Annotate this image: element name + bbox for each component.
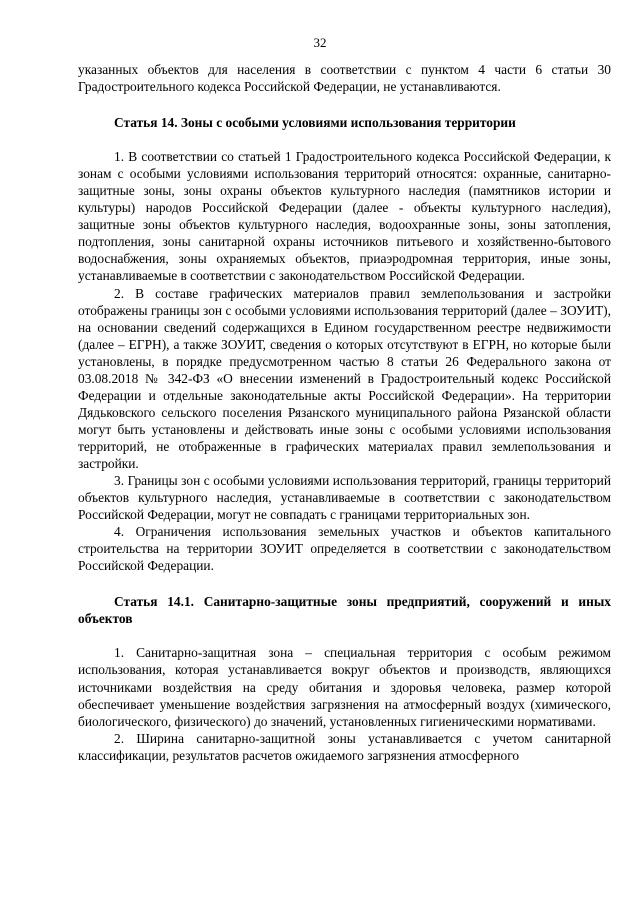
intro-paragraph: указанных объектов для населения в соответствии с пунктом 4 части 6 статьи 30 Градостроительного кодекса Российской Федерации, не устанавливаются. xyxy=(78,62,611,95)
article-14-paragraph-2: 2. В составе графических материалов правил землепользования и застройки отображены границы зон с особыми условиями использования территорий (далее – ЗОУИТ), на основании сведений содержащихся в Едином государственном реестре недвижимости (далее – ЕГРН), а также ЗОУИТ, сведения о которых отсутствуют в ЕГРН, но которые были установлены, в порядке предусмотренном частью 8 статьи 26 Федерального закона от 03.08.2018 № 342-ФЗ «О внесении изменений в Градостроительный кодекс Российской Федерации и отдельные законодательные акты Российской Федерации». На территории Дядьковского сельского поселения Рязанского муниципального района Рязанской области могут быть установлены и действовать иные зоны с особыми условиями использования территорий, не отображенные в графических материалах правил землепользования и застройки. xyxy=(78,285,611,471)
article-14-1-paragraph-1: 1. Санитарно-защитная зона – специальная территория с особым режимом использования, которая устанавливается вокруг объектов и производств, являющихся источниками воздействия на среду обитания и здоровья человека, размер которой обеспечивает уменьшение воздействия загрязнения на атмосферный воздух (химического, биологического, физического) до значений, установленных гигиеническими нормативами. xyxy=(78,645,611,729)
document-body xyxy=(78,61,611,764)
page-number: 32 xyxy=(313,35,327,50)
article-14-paragraph-4: 4. Ограничения использования земельных участков и объектов капитального строительства на территории ЗОУИТ определяется в соответствии с законодательством Российской Федерации. xyxy=(78,524,611,574)
article-14-paragraph-3: 3. Границы зон с особыми условиями использования территорий, границы территорий объектов культурного наследия, устанавливаемые в соответствии с законодательством Российской Федерации, могут не совпадать с границами территориальных зон. xyxy=(78,473,611,523)
article-14-1-paragraph-2: 2. Ширина санитарно-защитной зоны устанавливается с учетом санитарной классификации, результатов расчетов ожидаемого загрязнения атмосферного xyxy=(78,730,611,763)
article-14-paragraph-1: 1. В соответствии со статьей 1 Градостроительного кодекса Российской Федерации, к зонам с особыми условиями использования территорий относятся: охранные, санитарно-защитные зоны, зоны охраны объектов культурного наследия (памятников истории и культуры) народов Российской Федерации (далее - объекты культурного наследия), защитные зоны объектов культурного наследия, водоохранные зоны, зоны затопления, подтопления, зоны санитарной охраны источников питьевого и хозяйственно-бытового водоснабжения, зоны охраняемых объектов, приаэродромная территория, иные зоны, устанавливаемые в соответствии с законодательством Российской Федерации. xyxy=(78,149,611,284)
article-14-1-title: Статья 14.1. Санитарно-защитные зоны предприятий, сооружений и иных объектов xyxy=(78,594,611,627)
article-14-title: Статья 14. Зоны с особыми условиями использования территории xyxy=(114,115,516,131)
